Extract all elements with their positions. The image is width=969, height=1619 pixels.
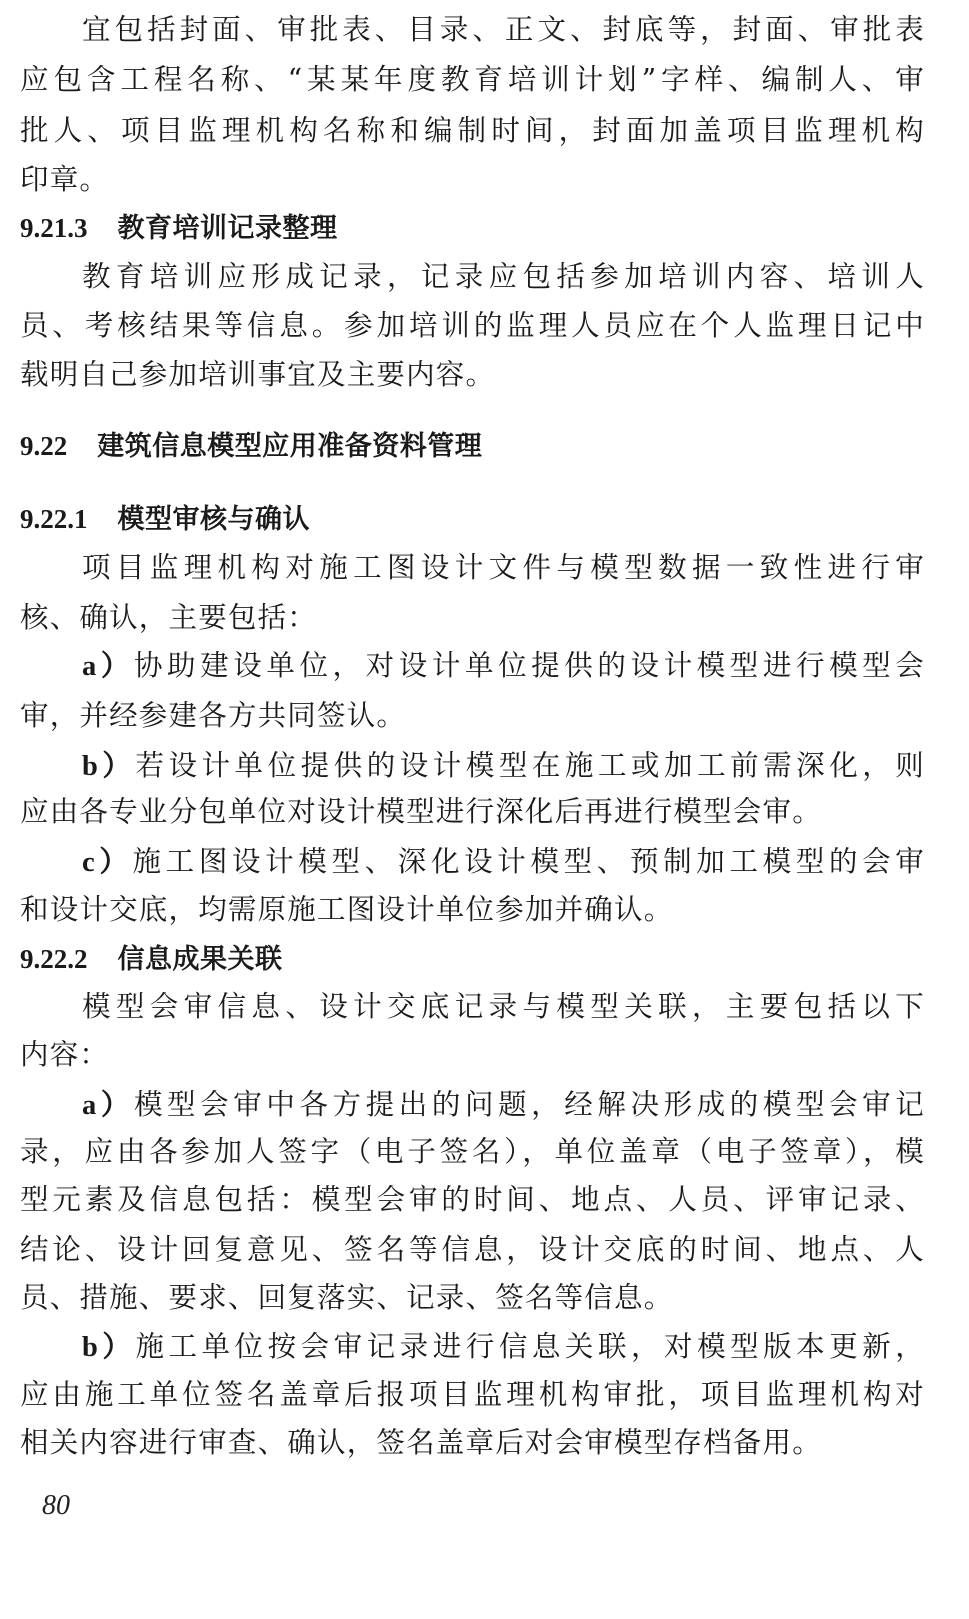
paragraph-line: 应由各专业分包单位对设计模型进行深化后再进行模型会审。: [20, 795, 822, 828]
section-title: 建筑信息模型应用准备资料管理: [97, 431, 483, 462]
paragraph-line: 应由施工单位签名盖章后报项目监理机构审批，项目监理机构对: [20, 1378, 925, 1411]
paragraph-line: 录，应由各参加人签字（电子签名），单位盖章（电子签章），模: [20, 1135, 925, 1168]
paragraph-line: 应包含工程名称、“某某年度教育培训计划”字样、编制人、审: [20, 63, 925, 96]
list-item-b: b）若设计单位提供的设计模型在施工或加工前需深化，则: [82, 749, 925, 782]
list-item-c: c）施工图设计模型、深化设计模型、预制加工模型的会审: [82, 845, 925, 878]
section-title: 教育培训记录整理: [117, 213, 338, 244]
paragraph-line: 教育培训应形成记录，记录应包括参加培训内容、培训人: [82, 260, 925, 293]
section-heading-9-22: [20, 429, 925, 464]
item-label: a）: [82, 1090, 134, 1121]
item-label: c）: [82, 847, 133, 878]
paragraph-line: 宜包括封面、审批表、目录、正文、封底等，封面、审批表: [82, 13, 925, 46]
paragraph-line: 载明自己参加培训事宜及主要内容。: [20, 358, 496, 391]
paragraph-line: 批人、项目监理机构名称和编制时间，封面加盖项目监理机构: [20, 114, 925, 147]
paragraph-line: 模型会审信息、设计交底记录与模型关联，主要包括以下: [82, 990, 925, 1023]
list-item-a: a）协助建设单位，对设计单位提供的设计模型进行模型会: [82, 649, 925, 682]
paragraph-line: 核、确认，主要包括：: [20, 601, 318, 634]
paragraph-line: 和设计交底，均需原施工图设计单位参加并确认。: [20, 893, 674, 926]
section-number: 9.21.3: [20, 213, 88, 243]
page-number: 80: [42, 1490, 70, 1521]
paragraph-line: 印章。: [20, 163, 110, 196]
section-number: 9.22.2: [20, 944, 88, 974]
section-title: 模型审核与确认: [117, 504, 310, 535]
section-title: 信息成果关联: [117, 944, 283, 975]
list-item-b: b）施工单位按会审记录进行信息关联，对模型版本更新，: [82, 1330, 925, 1363]
paragraph-line: 员、措施、要求、回复落实、记录、签名等信息。: [20, 1281, 674, 1314]
list-item-a: a）模型会审中各方提出的问题，经解决形成的模型会审记: [82, 1088, 925, 1121]
paragraph-line: 型元素及信息包括：模型会审的时间、地点、人员、评审记录、: [20, 1183, 925, 1216]
paragraph-line: 员、考核结果等信息。参加培训的监理人员应在个人监理日记中: [20, 309, 925, 342]
section-number: 9.22: [20, 431, 68, 461]
item-label: b）: [82, 1332, 136, 1363]
paragraph-line: 审，并经参建各方共同签认。: [20, 699, 407, 732]
item-label: b）: [82, 751, 136, 782]
paragraph-line: 结论、设计回复意见、签名等信息，设计交底的时间、地点、人: [20, 1233, 925, 1266]
section-heading-9-21-3: [20, 211, 925, 246]
paragraph-line: 项目监理机构对施工图设计文件与模型数据一致性进行审: [82, 551, 925, 584]
item-label: a）: [82, 651, 134, 682]
section-number: 9.22.1: [20, 504, 88, 534]
paragraph-line: 相关内容进行审查、确认，签名盖章后对会审模型存档备用。: [20, 1426, 822, 1459]
section-heading-9-22-1: [20, 502, 925, 537]
paragraph-line: 内容：: [20, 1038, 110, 1071]
section-heading-9-22-2: [20, 942, 925, 977]
